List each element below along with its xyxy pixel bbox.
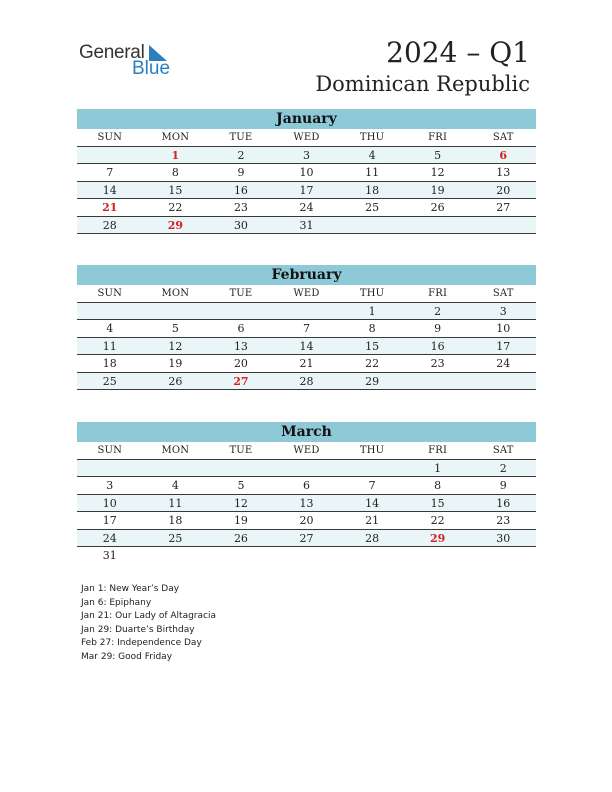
holiday-day: 6 — [499, 148, 508, 162]
day-cell: 23 — [233, 201, 248, 214]
day-cell: 25 — [365, 201, 380, 214]
weekday-label: THU — [359, 288, 385, 299]
weekday-label: FRI — [428, 445, 448, 456]
day-cell — [208, 547, 274, 565]
day-cell: 4 — [368, 148, 376, 162]
week-row — [77, 530, 536, 548]
day-cell — [143, 547, 209, 565]
day-cell: 22 — [365, 357, 380, 370]
holiday-note: Jan 29: Duarte’s Birthday — [81, 624, 195, 635]
holiday-day: 21 — [102, 201, 118, 214]
day-cell: 16 — [233, 183, 248, 197]
day-cell: 19 — [168, 357, 183, 370]
day-cell: 14 — [102, 183, 117, 197]
day-cell: 6 — [237, 322, 245, 335]
weekday-label: MON — [161, 288, 190, 299]
day-cell: 1 — [368, 304, 376, 318]
weekday-label: TUE — [229, 132, 253, 143]
day-cell: 14 — [365, 496, 380, 510]
day-cell: 11 — [365, 166, 380, 179]
weekday-label: SUN — [97, 445, 123, 456]
week-row — [77, 338, 536, 356]
day-cell: 13 — [496, 166, 511, 179]
day-cell: 21 — [299, 357, 314, 370]
day-cell — [339, 217, 405, 234]
day-cell: 26 — [430, 201, 445, 214]
day-cell: 15 — [168, 183, 183, 197]
day-cell: 27 — [496, 201, 511, 214]
day-cell: 19 — [233, 514, 248, 527]
holiday-note: Feb 27: Independence Day — [81, 638, 202, 648]
day-cell: 12 — [430, 166, 445, 179]
day-cell — [470, 547, 536, 565]
day-cell — [405, 373, 471, 390]
week-row — [77, 303, 536, 321]
day-cell: 24 — [496, 357, 511, 370]
day-cell: 11 — [168, 496, 183, 510]
day-cell: 28 — [102, 218, 117, 232]
day-cell: 3 — [499, 304, 507, 318]
holiday-note: Jan 6: Epiphany — [81, 597, 152, 608]
weekday-row — [77, 442, 536, 460]
weekday-row — [77, 129, 536, 147]
day-cell: 11 — [102, 339, 117, 353]
day-cell — [274, 547, 340, 565]
day-cell: 23 — [496, 514, 511, 527]
day-cell — [339, 547, 405, 565]
day-cell: 2 — [434, 304, 442, 318]
weekday-label: SAT — [492, 445, 514, 456]
day-cell: 19 — [430, 183, 445, 197]
weekday-label: MON — [161, 132, 190, 143]
day-cell — [470, 217, 536, 234]
holiday-day: 29 — [167, 218, 184, 232]
day-cell: 30 — [496, 531, 511, 545]
day-cell — [77, 147, 143, 164]
day-cell: 9 — [237, 166, 245, 179]
holiday-note: Jan 1: New Year’s Day — [81, 584, 180, 594]
week-row — [77, 217, 536, 235]
month-march — [77, 422, 536, 565]
day-cell: 5 — [171, 322, 179, 335]
weekday-label: SUN — [97, 132, 123, 143]
day-cell — [143, 303, 209, 320]
month-february — [77, 265, 536, 390]
day-cell: 1 — [434, 461, 442, 475]
day-cell: 22 — [168, 201, 183, 214]
day-cell: 31 — [102, 549, 117, 562]
holiday-notes — [81, 583, 216, 664]
week-row — [77, 477, 536, 495]
generalblue-logo — [79, 42, 179, 82]
week-row — [77, 355, 536, 373]
day-cell: 5 — [237, 479, 245, 492]
day-cell — [274, 460, 340, 477]
week-row — [77, 460, 536, 478]
day-cell: 2 — [499, 461, 507, 475]
logo-text-general: General — [79, 42, 145, 63]
day-cell — [77, 303, 143, 320]
week-row — [77, 320, 536, 338]
day-cell — [77, 460, 143, 477]
weekday-label: WED — [293, 445, 320, 456]
day-cell: 25 — [102, 374, 117, 388]
month-header: January — [77, 109, 536, 129]
month-january — [77, 109, 536, 234]
day-cell: 12 — [233, 496, 248, 510]
day-cell: 7 — [303, 322, 311, 335]
day-cell: 4 — [106, 322, 114, 335]
day-cell: 29 — [365, 374, 380, 388]
day-cell — [274, 303, 340, 320]
day-cell: 13 — [299, 496, 314, 510]
day-cell: 17 — [496, 339, 511, 353]
weekday-label: SAT — [492, 288, 514, 299]
logo-text-blue: Blue — [132, 58, 171, 79]
day-cell — [208, 460, 274, 477]
day-cell: 16 — [496, 496, 511, 510]
day-cell: 4 — [171, 479, 179, 492]
week-row — [77, 164, 536, 182]
day-cell — [470, 373, 536, 390]
day-cell: 30 — [233, 218, 248, 232]
holiday-note: Mar 29: Good Friday — [81, 651, 173, 662]
weekday-label: WED — [293, 288, 320, 299]
weekday-label: TUE — [229, 288, 253, 299]
day-cell: 13 — [233, 339, 248, 353]
day-cell: 8 — [171, 166, 179, 179]
day-cell — [208, 303, 274, 320]
weekday-label: THU — [359, 132, 385, 143]
day-cell: 10 — [102, 496, 117, 510]
day-cell: 23 — [430, 357, 445, 370]
day-cell: 6 — [303, 479, 311, 492]
day-cell: 24 — [299, 201, 314, 214]
week-row — [77, 147, 536, 165]
day-cell: 10 — [299, 166, 314, 179]
day-cell: 20 — [496, 183, 511, 197]
weekday-label: FRI — [428, 288, 448, 299]
weekday-row — [77, 285, 536, 303]
day-cell: 18 — [168, 514, 183, 527]
day-cell: 7 — [106, 166, 114, 179]
holiday-day: 29 — [430, 531, 446, 545]
day-cell: 28 — [299, 374, 314, 388]
weekday-label: TUE — [229, 445, 253, 456]
day-cell: 24 — [102, 531, 117, 545]
holiday-day: 1 — [171, 148, 180, 162]
day-cell: 27 — [299, 531, 314, 545]
day-cell: 3 — [303, 148, 311, 162]
day-cell: 9 — [434, 322, 442, 335]
day-cell: 5 — [434, 148, 442, 162]
day-cell: 26 — [168, 374, 183, 388]
day-cell: 17 — [102, 514, 117, 527]
day-cell: 2 — [237, 148, 245, 162]
week-row — [77, 373, 536, 391]
day-cell — [405, 217, 471, 234]
day-cell: 26 — [233, 531, 248, 545]
day-cell: 10 — [496, 322, 511, 335]
day-cell: 17 — [299, 183, 314, 197]
day-cell: 3 — [106, 479, 114, 492]
weekday-label: MON — [161, 445, 190, 456]
day-cell — [143, 460, 209, 477]
week-row — [77, 512, 536, 530]
month-header: March — [77, 422, 536, 442]
day-cell: 20 — [233, 357, 248, 370]
week-row — [77, 547, 536, 565]
day-cell: 20 — [299, 514, 314, 527]
weekday-label: FRI — [428, 132, 448, 143]
day-cell: 22 — [430, 514, 445, 527]
country-name: Dominican Republic — [315, 72, 530, 96]
day-cell: 8 — [368, 322, 376, 335]
month-header: February — [77, 265, 536, 285]
week-row — [77, 495, 536, 513]
weekday-label: SAT — [492, 132, 514, 143]
weekday-label: WED — [293, 132, 320, 143]
day-cell: 14 — [299, 339, 314, 353]
day-cell: 18 — [365, 183, 380, 197]
day-cell: 18 — [102, 357, 117, 370]
day-cell — [405, 547, 471, 565]
day-cell — [339, 460, 405, 477]
holiday-day: 27 — [233, 374, 249, 388]
day-cell: 9 — [499, 479, 507, 492]
day-cell: 25 — [168, 531, 183, 545]
day-cell: 8 — [434, 479, 442, 492]
holiday-note: Jan 21: Our Lady of Altagracia — [81, 611, 216, 621]
day-cell: 31 — [299, 218, 314, 232]
day-cell: 12 — [168, 339, 183, 353]
day-cell: 7 — [368, 479, 376, 492]
day-cell: 15 — [365, 339, 380, 353]
weekday-label: THU — [359, 445, 385, 456]
day-cell: 21 — [365, 514, 380, 527]
day-cell: 16 — [430, 339, 445, 353]
page-title: 2024 – Q1 — [386, 36, 530, 69]
day-cell: 28 — [365, 531, 380, 545]
weekday-label: SUN — [97, 288, 123, 299]
week-row — [77, 199, 536, 217]
week-row — [77, 182, 536, 200]
day-cell: 15 — [430, 496, 445, 510]
